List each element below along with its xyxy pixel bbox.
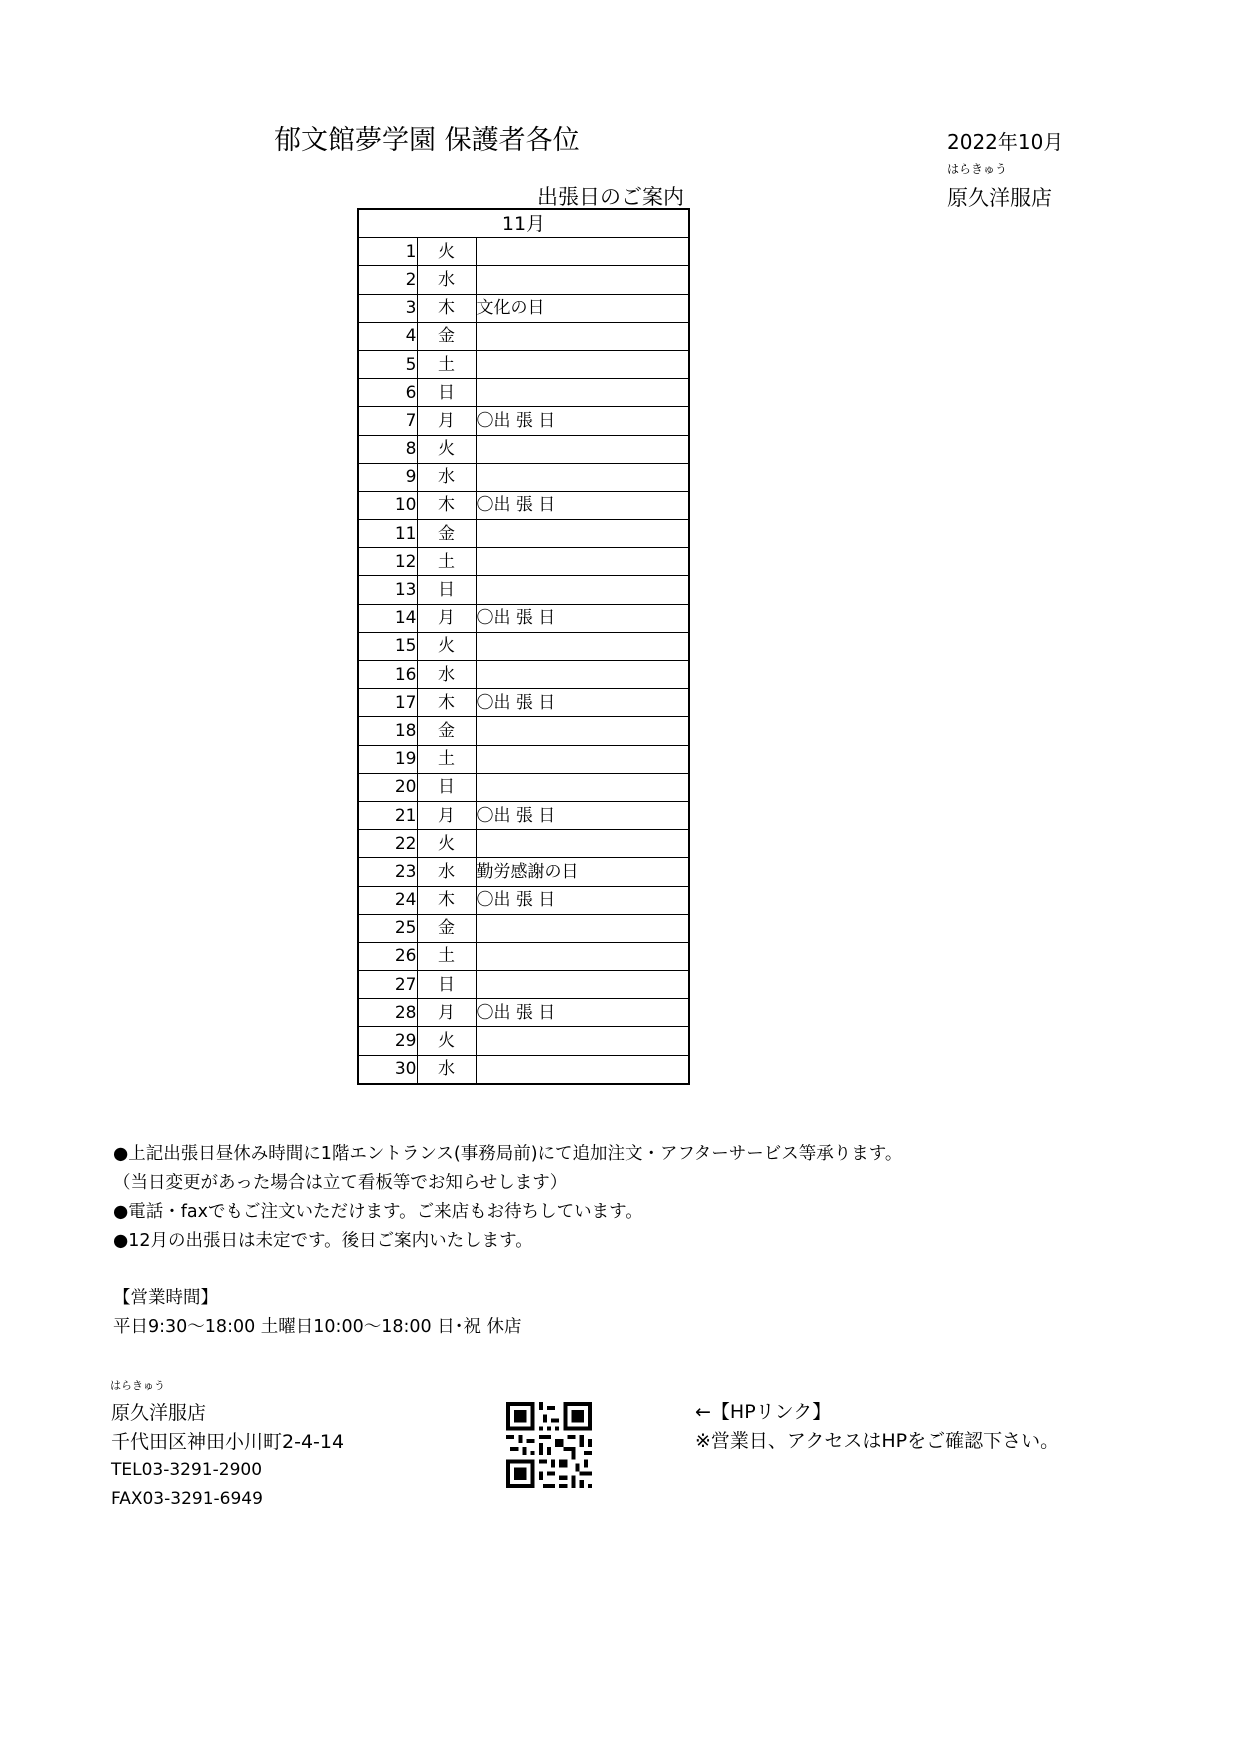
weekday: 水 bbox=[417, 661, 476, 689]
day-number: 29 bbox=[358, 1027, 417, 1055]
calendar-row bbox=[358, 294, 689, 322]
weekday: 土 bbox=[417, 548, 476, 576]
calendar-row bbox=[358, 689, 689, 717]
note-line: ●12月の出張日は未定です。後日ご案内いたします。 bbox=[113, 1231, 533, 1251]
day-number: 28 bbox=[358, 999, 417, 1027]
calendar-row bbox=[358, 745, 689, 773]
calendar-body bbox=[358, 238, 689, 1084]
day-note bbox=[476, 773, 689, 801]
weekday: 水 bbox=[417, 1055, 476, 1084]
day-note bbox=[476, 717, 689, 745]
day-number: 3 bbox=[358, 294, 417, 322]
day-note: 〇出 張 日 bbox=[476, 491, 689, 519]
day-note bbox=[476, 322, 689, 350]
shop-furigana: はらきゅう bbox=[947, 162, 1008, 176]
day-number: 7 bbox=[358, 407, 417, 435]
weekday: 日 bbox=[417, 971, 476, 999]
day-number: 22 bbox=[358, 830, 417, 858]
weekday: 火 bbox=[417, 238, 476, 266]
calendar-row bbox=[358, 435, 689, 463]
footer-fax: FAX03-3291-6949 bbox=[111, 1489, 263, 1509]
weekday: 水 bbox=[417, 463, 476, 491]
day-note bbox=[476, 745, 689, 773]
weekday: 日 bbox=[417, 576, 476, 604]
day-number: 17 bbox=[358, 689, 417, 717]
calendar-row bbox=[358, 661, 689, 689]
hp-note: ※営業日、アクセスはHPをご確認下さい。 bbox=[695, 1430, 1060, 1452]
day-number: 12 bbox=[358, 548, 417, 576]
weekday: 日 bbox=[417, 773, 476, 801]
calendar-row bbox=[358, 1055, 689, 1084]
calendar-row bbox=[358, 576, 689, 604]
weekday: 金 bbox=[417, 322, 476, 350]
day-note: 〇出 張 日 bbox=[476, 999, 689, 1027]
day-number: 11 bbox=[358, 520, 417, 548]
day-number: 10 bbox=[358, 491, 417, 519]
calendar-row bbox=[358, 407, 689, 435]
notes-block bbox=[113, 1140, 902, 1256]
footer-address: 千代田区神田小川町2-4-14 bbox=[111, 1431, 345, 1453]
note-line: ●上記出張日昼休み時間に1階エントランス(事務局前)にて追加注文・アフターサービス等承ります。 bbox=[113, 1144, 903, 1164]
day-note bbox=[476, 914, 689, 942]
weekday: 火 bbox=[417, 1027, 476, 1055]
visit-calendar-table bbox=[357, 208, 690, 1085]
weekday: 月 bbox=[417, 999, 476, 1027]
weekday: 木 bbox=[417, 294, 476, 322]
day-number: 30 bbox=[358, 1055, 417, 1084]
day-note bbox=[476, 548, 689, 576]
calendar-row bbox=[358, 773, 689, 801]
shop-name: 原久洋服店 bbox=[947, 186, 1052, 210]
day-note bbox=[476, 942, 689, 970]
calendar-row bbox=[358, 971, 689, 999]
hp-link[interactable]: ←【HPリンク】 bbox=[695, 1401, 832, 1423]
calendar-row bbox=[358, 604, 689, 632]
weekday: 日 bbox=[417, 379, 476, 407]
weekday: 月 bbox=[417, 604, 476, 632]
day-number: 25 bbox=[358, 914, 417, 942]
weekday: 金 bbox=[417, 717, 476, 745]
calendar-row bbox=[358, 801, 689, 829]
calendar-row bbox=[358, 238, 689, 266]
weekday: 木 bbox=[417, 689, 476, 717]
day-number: 6 bbox=[358, 379, 417, 407]
calendar-row bbox=[358, 548, 689, 576]
day-number: 18 bbox=[358, 717, 417, 745]
weekday: 金 bbox=[417, 520, 476, 548]
calendar-row bbox=[358, 520, 689, 548]
calendar-row bbox=[358, 322, 689, 350]
issue-date: 2022年10月 bbox=[947, 130, 1064, 154]
day-number: 19 bbox=[358, 745, 417, 773]
day-note: 〇出 張 日 bbox=[476, 801, 689, 829]
day-number: 16 bbox=[358, 661, 417, 689]
day-number: 14 bbox=[358, 604, 417, 632]
calendar-row bbox=[358, 914, 689, 942]
weekday: 火 bbox=[417, 830, 476, 858]
calendar-row bbox=[358, 942, 689, 970]
day-number: 27 bbox=[358, 971, 417, 999]
day-number: 2 bbox=[358, 266, 417, 294]
day-number: 23 bbox=[358, 858, 417, 886]
day-number: 5 bbox=[358, 350, 417, 378]
footer-furigana: はらきゅう bbox=[110, 1379, 165, 1392]
day-number: 4 bbox=[358, 322, 417, 350]
weekday: 火 bbox=[417, 632, 476, 660]
note-line: ●電話・faxでもご注文いただけます。ご来店もお待ちしています。 bbox=[113, 1202, 643, 1222]
day-note bbox=[476, 463, 689, 491]
weekday: 木 bbox=[417, 491, 476, 519]
day-note bbox=[476, 1027, 689, 1055]
weekday: 土 bbox=[417, 942, 476, 970]
calendar-row bbox=[358, 463, 689, 491]
day-number: 21 bbox=[358, 801, 417, 829]
calendar-row bbox=[358, 379, 689, 407]
weekday: 土 bbox=[417, 350, 476, 378]
day-number: 20 bbox=[358, 773, 417, 801]
qr-code-icon[interactable] bbox=[506, 1402, 592, 1488]
calendar-row bbox=[358, 350, 689, 378]
day-number: 8 bbox=[358, 435, 417, 463]
weekday: 木 bbox=[417, 886, 476, 914]
calendar-row bbox=[358, 999, 689, 1027]
day-note bbox=[476, 661, 689, 689]
calendar-month-header: 11月 bbox=[358, 209, 689, 238]
business-hours-title: 【営業時間】 bbox=[113, 1288, 218, 1308]
day-note: 勤労感謝の日 bbox=[476, 858, 689, 886]
day-note bbox=[476, 1055, 689, 1084]
day-note bbox=[476, 238, 689, 266]
day-number: 9 bbox=[358, 463, 417, 491]
footer-shop-name: 原久洋服店 bbox=[111, 1402, 207, 1424]
day-note: 〇出 張 日 bbox=[476, 886, 689, 914]
calendar-row bbox=[358, 830, 689, 858]
weekday: 土 bbox=[417, 745, 476, 773]
weekday: 月 bbox=[417, 407, 476, 435]
weekday: 火 bbox=[417, 435, 476, 463]
schedule-subtitle: 出張日のご案内 bbox=[537, 185, 684, 209]
day-note: 〇出 張 日 bbox=[476, 407, 689, 435]
day-number: 13 bbox=[358, 576, 417, 604]
note-line: （当日変更があった場合は立て看板等でお知らせします） bbox=[113, 1173, 568, 1193]
day-number: 24 bbox=[358, 886, 417, 914]
day-note bbox=[476, 266, 689, 294]
page-title: 郁文館夢学園 保護者各位 bbox=[274, 125, 580, 156]
calendar-row bbox=[358, 858, 689, 886]
weekday: 金 bbox=[417, 914, 476, 942]
calendar-row bbox=[358, 266, 689, 294]
footer-tel: TEL03-3291-2900 bbox=[111, 1460, 263, 1480]
calendar-row bbox=[358, 491, 689, 519]
calendar-row bbox=[358, 1027, 689, 1055]
weekday: 水 bbox=[417, 266, 476, 294]
calendar-row bbox=[358, 886, 689, 914]
day-note bbox=[476, 379, 689, 407]
day-number: 26 bbox=[358, 942, 417, 970]
day-note bbox=[476, 632, 689, 660]
day-note: 〇出 張 日 bbox=[476, 689, 689, 717]
weekday: 月 bbox=[417, 801, 476, 829]
day-note: 文化の日 bbox=[476, 294, 689, 322]
day-note bbox=[476, 520, 689, 548]
weekday: 水 bbox=[417, 858, 476, 886]
day-note bbox=[476, 350, 689, 378]
day-number: 15 bbox=[358, 632, 417, 660]
day-note bbox=[476, 576, 689, 604]
day-note bbox=[476, 830, 689, 858]
day-note: 〇出 張 日 bbox=[476, 604, 689, 632]
calendar-row bbox=[358, 632, 689, 660]
day-note bbox=[476, 435, 689, 463]
business-hours: 平日9:30～18:00 土曜日10:00～18:00 日･祝 休店 bbox=[113, 1317, 522, 1337]
day-number: 1 bbox=[358, 238, 417, 266]
calendar-row bbox=[358, 717, 689, 745]
day-note bbox=[476, 971, 689, 999]
